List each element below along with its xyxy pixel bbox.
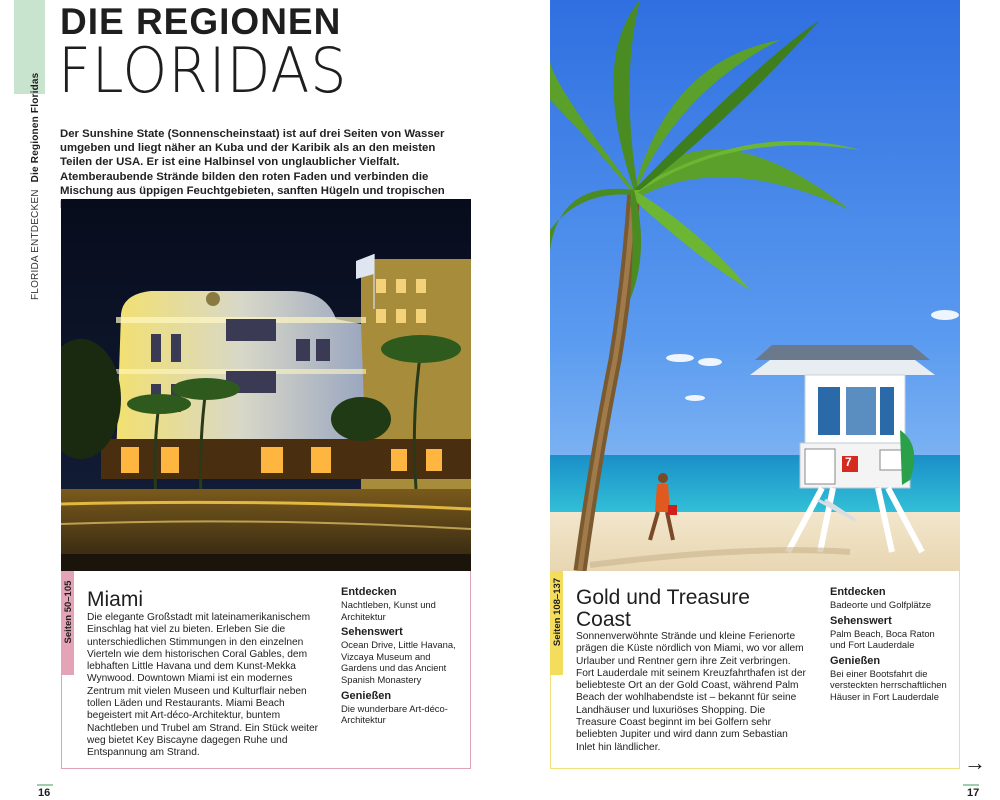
running-head-chapter: Die Regionen Floridas: [30, 72, 41, 183]
info-heading-discover: Entdecken: [830, 586, 886, 598]
pages-tab-gold-coast-label: Seiten 108–137: [552, 577, 563, 647]
side-running-head: [30, 73, 41, 300]
info-text-sights: Palm Beach, Boca Raton und Fort Lauderdale: [830, 627, 935, 651]
info-heading-enjoy: Genießen: [341, 689, 392, 702]
page-title-line2: [58, 36, 347, 106]
region-title-miami: Miami: [87, 588, 143, 611]
pages-tab-gold-coast: [550, 571, 563, 675]
running-head-section: FLORIDA ENTDECKEN: [30, 189, 41, 300]
region-info-gold-coast: [830, 586, 948, 707]
page-number-rule-left: [37, 784, 53, 786]
lifeguard-tower-number: 7: [845, 455, 852, 469]
region-info-miami: [341, 586, 459, 730]
info-heading-sights: Sehenswert: [830, 614, 892, 627]
region-title-gold-coast: Gold und Treasure Coast: [576, 586, 750, 631]
intro-paragraph: Der Sunshine State (Sonnenscheinstaat) ist auf drei Seiten von Wasser umgeben und liegt näher an Kuba und der Karibik als an den meisten Teilen der USA. Er ist eine Halbinsel von unglaublicher Vielfalt. Atemberaubende Strände bilden den roten Faden und verbinden die Mischung aus üppigen Feuchtgebieten, sanften Hügeln und tropischen: [60, 128, 445, 197]
page-number-right: 17: [967, 787, 980, 799]
next-page-arrow-icon[interactable]: →: [964, 750, 986, 775]
info-text-enjoy: Bei einer Bootsfahrt die versteckten herrschaftlichen Häuser in Fort Lauderdale: [830, 667, 947, 702]
info-heading-sights: Sehenswert: [341, 626, 403, 639]
miami-night-photo: [61, 199, 471, 572]
page-number-rule-right: [963, 784, 979, 786]
info-heading-enjoy: Genießen: [830, 654, 881, 667]
pages-tab-miami-label: Seiten 50–105: [63, 580, 74, 644]
info-text-discover: Nachtleben, Kunst und Architektur: [341, 599, 436, 622]
region-description-miami: Die elegante Großstadt mit lateinamerikanischem Einschlag hat viel zu bieten. Erleben Sie die unterschiedlichen Stimmungen in den einzelnen Vierteln wie dem historischen Coral Gables, dem lebhaften Little Havana und dem Kunst-Mekka Wynwood. Downtown Miami ist ein modernes Zentrum mit vielen Museen und Kulturflair neben tollen Läden und Restaurants. Miami Beach begeistert mit Art-déco-Architektur, buntem Nachtleben und Trubel am Strand. Ein Stück weiter weg bietet Key Biscayne dagegen Ruhe und Entspannung am Strand.: [87, 612, 319, 759]
info-heading-discover: Entdecken: [341, 586, 397, 598]
info-text-enjoy: Die wunderbare Art-déco-Architektur: [341, 702, 448, 726]
page-title-line1: DIE REGIONEN: [60, 1, 342, 42]
info-text-sights: Ocean Drive, Little Havana, Vizcaya Museum and Gardens und das Ancient Spanish Monastery: [341, 639, 456, 685]
page-number-left: 16: [38, 787, 51, 799]
pages-tab-miami: [61, 571, 74, 675]
beach-palm-photo: [550, 0, 960, 571]
region-description-gold-coast: Sonnenverwöhnte Strände und kleine Ferienorte prägen die Küste nördlich von Miami, wo vor allem Urlauber und Rentner gern ihre Zeit verbringen. Fort Lauderdale mit seinem Kreuzfahrthafen ist der beliebteste Ort an der Gold Coast, während Palm Beach der wohlhabendste ist – bekannt für seine Landhäuser und luxuriöses Shopping. Die Treasure Coast beginnt im bei Golfern sehr beliebten Jupiter und wird dann zum Sebastian Inlet hin ländlicher.: [576, 631, 806, 753]
info-text-discover: Badeorte und Golfplätze: [830, 599, 932, 610]
page-title-line2-text: FLORIDAS: [58, 34, 348, 107]
